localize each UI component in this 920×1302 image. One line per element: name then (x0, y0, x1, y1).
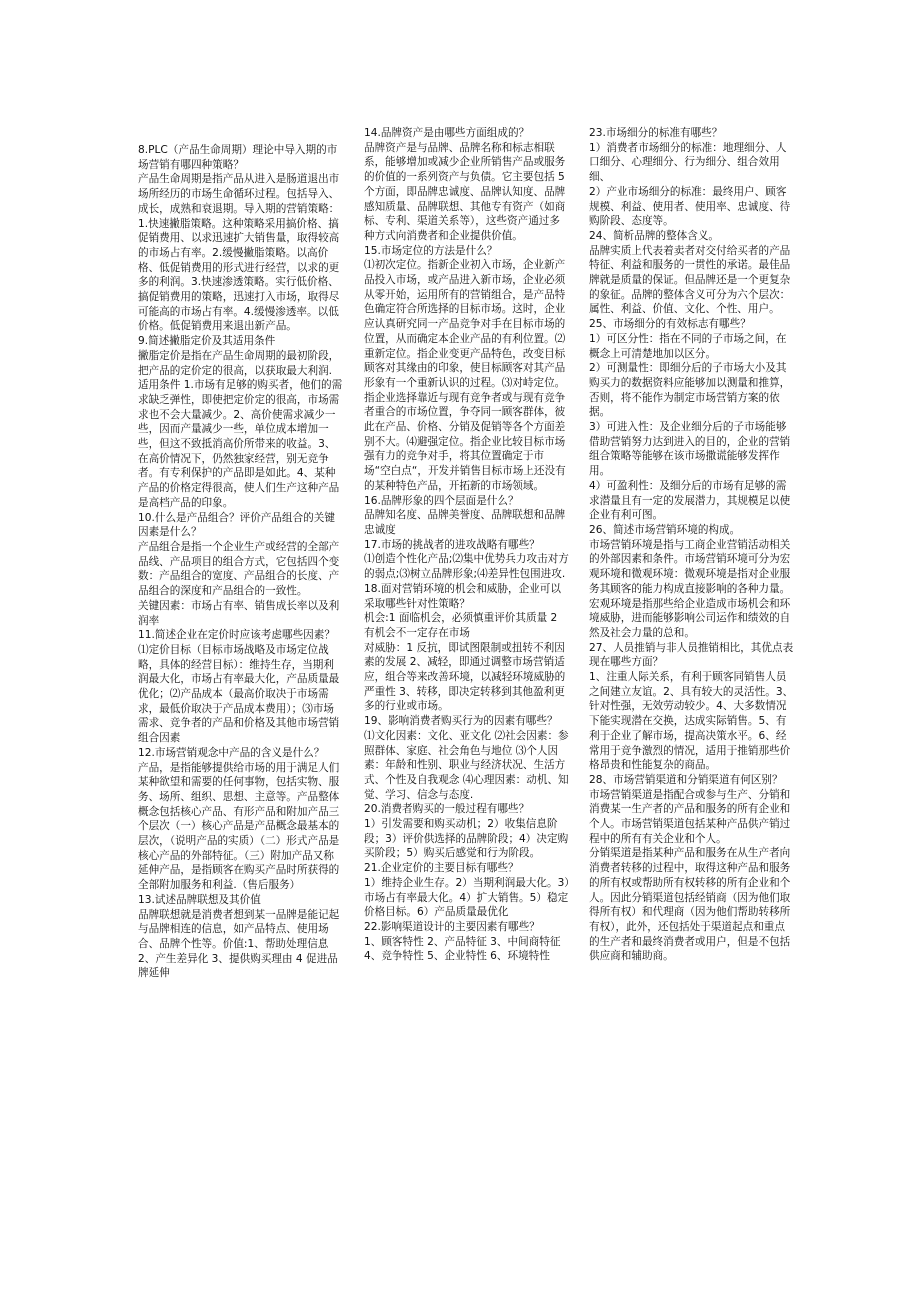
question-heading: 10.什么是产品组合？评价产品组合的关键因素是什么？ (138, 511, 335, 539)
question-heading: 9.简述撇脂定价及其适用条件 (138, 335, 276, 348)
question-heading: 25、市场细分的有效标志有哪些？ (589, 318, 751, 331)
answer-paragraph: 1）维持企业生存。2）当期利润最大化。3）市场占有率最大化。4）扩大销售。5）稳定价格目标。6）产品质量最优化 (364, 876, 570, 919)
question-heading: 18.面对营销环境的机会和威胁，企业可以采取哪些针对性策略？ (364, 582, 561, 610)
question-heading: 15.市场定位的方法是什么？ (364, 244, 498, 257)
question-heading: 8.PLC（产品生命周期）理论中导入期的市场营销有哪四种策略？ (138, 144, 338, 171)
text-column-3 (589, 126, 795, 964)
answer-paragraph: 市场营销环境是指与工商企业营销活动相关的外部因素和条件。市场营销环境可分为宏观环境和微观环境：微观环境是指对企业服务其顾客的能力构成直接影响的各种力量。宏观环境是指那些给企业造成市场机会和环境威胁，进而能够影响公司运作和绩效的自然及社会力量的总和。 (589, 538, 791, 639)
answer-paragraph: 2）产业市场细分的标准：最终用户、顾客规模、利益、使用者、使用率、忠诚度、待购阶段、态度等。 (589, 185, 791, 228)
question-heading: 23.市场细分的标准有哪些？ (589, 127, 723, 139)
answer-paragraph: 市场营销渠道是指配合或参与生产、分销和消费某一生产者的产品和服务的所有企业和个人。市场营销渠道包括某种产品供产销过程中的所有有关企业和个人。 (589, 788, 791, 845)
answer-paragraph: 对威胁：1 反抗，即试图限制或扭转不利因素的发展 2、减轻，即通过调整市场营销适应，组合等来改善环境，以减轻环境威胁的严重性 3、转移，即决定转移到其他盈利更多的行业或市场。 (364, 641, 566, 713)
text-column-2 (364, 126, 570, 964)
answer-paragraph: 产品，是指能够提供给市场的用于满足人们某种欲望和需要的任何事物，包括实物、服务、场所、组织、思想、主意等。产品整体概念包括核心产品、有形产品和附加产品三个层次（一）核心产品是产品概念最基本的层次，（说明产品的实质）（二）形式产品是核心产品的外部特征。（三）附加产品又称延伸产品，是指顾客在购买产品时所获得的全部附加服务和利益.（售后服务） (138, 761, 340, 892)
answer-paragraph: ⑴创造个性化产品;⑵集中优势兵力攻击对方的弱点;⑶树立品牌形象;⑷差异性包围进攻. (364, 553, 569, 581)
answer-paragraph: 产品生命周期是指产品从进入是肠道退出市场所经历的市场生命循环过程。包括导入、成长，成熟和衰退期。导入期的营销策略：1.快速撇脂策略。这种策略采用搞价格、搞促销费用、以求迅速扩大销售量，取得较高的市场占有率。2.缓慢撇脂策略。以高价格、低促销费用的形式进行经营，以求的更多的利润。3.快速渗透策略。实行低价格、搞促销费用的策略，迅速打入市场，取得尽可能高的市场占有率。4.缓慢渗透率。以低价格。低促销费用来退出新产品。 (138, 173, 340, 333)
answer-paragraph: 3）可进入性：及企业细分后的子市场能够借助营销努力达到进入的目的，企业的营销组合策略等能够在该市场撒谎能够发挥作用。 (589, 421, 791, 478)
answer-paragraph: 机会:1 面临机会，必须慎重评价其质量 2 有机会不一定存在市场 (364, 612, 558, 639)
question-heading: 12.市场营销观念中产品的含义是什么？ (138, 746, 325, 759)
answer-paragraph: 1、注重人际关系，有利于顾客同销售人员之间建立友谊。2、具有较大的灵活性。3、针对性强，无效劳动较少。4、大多数情况下能实现潜在交换，达成实际销售。5、有利于企业了解市场，提高决策水平。6、经常用于竞争激烈的情况，适用于推销那些价格昂贵和性能复杂的商品。 (589, 671, 794, 772)
answer-paragraph: 1、顾客特性 2、产品特征 3、中间商特征 4、竞争特性 5、企业特性 6、环境特性 (364, 935, 561, 963)
answer-paragraph: 关键因素：市场占有率、销售成长率以及利润率 (138, 599, 340, 627)
answer-paragraph: ⑴定价目标（目标市场战略及市场定位战略，具体的经营目标）：维持生存，当期利润最大化，市场占有率最大化，产品质量最优化；⑵产品成本（最高价取决于市场需求，最低价取决于产品成本费用）；⑶市场需求、竞争者的产品和价格及其他市场营销组合因素 (138, 643, 340, 745)
question-heading: 22.影响渠道设计的主要因素有哪些？ (364, 920, 540, 933)
answer-paragraph: ⑴初次定位。指新企业初入市场，企业新产品投入市场，或产品进入新市场，企业必须从零开始，运用所有的营销组合，是产品特色确定符合所选择的目标市场。这时，企业应认真研究同一产品竞争对手在目标市场的位置，从而确定本企业产品的有利位置。⑵重新定位。指企业变更产品特色，改变目标顾客对其缘由的印象，使目标顾客对其产品形象有一个重新认识的过程。⑶对峙定位。指企业选择靠近与现有竞争者或与现有竞争者重合的市场位置，争夺同一顾客群体，彼此在产品、价格、分销及促销等各个方面差别不大。⑷避强定位。指企业比较目标市场强有力的竞争对手，将其位置确定于市场“空白点“，开发并销售目标市场上还没有的某种特色产品，开拓新的市场领域。 (364, 259, 566, 492)
question-heading: 11.简述企业在定价时应该考虑哪些因素？ (138, 629, 335, 642)
answer-paragraph: 撇脂定价是指在产品生命周期的最初阶段，把产品的定价定的很高，以获取最大利润. (138, 349, 340, 377)
answer-paragraph: 1）引发需要和购买动机；2）收集信息阶段；3）评价供选择的品牌阶段；4）决定购买阶段；5）购买后感觉和行为阶段。 (364, 818, 569, 860)
answer-paragraph: 2）可测量性：即细分后的子市场大小及其购买力的数据资料应能够加以测量和推算，否则，将不能作为制定市场营销方案的依据。 (589, 362, 791, 419)
answer-paragraph: 适用条件 1.市场有足够的购买者，他们的需求缺乏弹性，即使把定价定的很高，市场需求也不会大量减少。2、高价使需求减少一些，因而产量减少一些，单位成本增加一些，但这不致抵消高价所带来的收益。3、在高价情况下，仍然独家经营，别无竞争者。有专利保护的产品即是如此。4、某种产品的价格定得很高，使人们生产这种产品是高档产品的印象。 (138, 379, 343, 509)
text-column-1 (138, 143, 344, 981)
question-heading: 28、市场营销渠道和分销渠道有何区别？ (589, 773, 783, 786)
answer-paragraph: ⑴文化因素：文化、亚文化 ⑵社会因素：参照群体、家庭、社会角色与地位 ⑶个人因素：年龄和性别、职业与经济状况、生活方式、个性及自我观念 ⑷心理因素：动机、知觉、学习、信念与态度. (364, 729, 569, 801)
question-heading: 24、简析品牌的整体含义。 (589, 229, 720, 242)
question-heading: 21.企业定价的主要目标有哪些？ (364, 862, 519, 875)
answer-paragraph: 品牌知名度、品牌美誉度、品牌联想和品牌忠诚度 (364, 509, 566, 536)
answer-paragraph: 品牌资产是与品牌、品牌名称和标志相联系，能够增加或减少企业所销售产品或服务的价值的一系列资产与负债。它主要包括 5 个方面，即品牌忠诚度、品牌认知度、品牌感知质量、品牌联想、其他专有资产（如商标、专利、渠道关系等），这些资产通过多种方式向消费者和企业提供价值。 (364, 141, 566, 242)
answer-paragraph: 产品组合是指一个企业生产或经营的全部产品线、产品项目的组合方式，它包括四个变数：产品组合的宽度、产品组合的长度、产品组合的深度和产品组合的一致性。 (138, 540, 340, 598)
question-heading: 17.市场的挑战者的进攻战略有哪些？ (364, 538, 540, 551)
question-heading: 20.消费者购买的一般过程有哪些？ (364, 803, 530, 816)
answer-paragraph: 4）可盈利性：及细分后的市场有足够的需求潜量且有一定的发展潜力，其规模足以使企业有利可图。 (589, 479, 791, 522)
answer-paragraph: 品牌实质上代表着卖者对交付给买者的产品特征、利益和服务的一贯性的承诺。最佳品牌就是质量的保证。但品牌还是一个更复杂的象征。品牌的整体含义可分为六个层次：属性、利益、价值、文化、个性、用户。 (589, 244, 791, 316)
answer-paragraph: 1）消费者市场细分的标准：地理细分、人口细分、心理细分、行为细分、组合效用细、 (589, 141, 787, 184)
question-heading: 19、影响消费者购买行为的因素有哪些？ (364, 715, 558, 728)
answer-paragraph: 1）可区分性：指在不同的子市场之间，在概念上可清楚地加以区分。 (589, 332, 787, 360)
question-heading: 13.试述品牌联想及其价值 (138, 893, 261, 906)
question-heading: 26、简述市场营销环境的构成。 (589, 523, 741, 536)
answer-paragraph: 品牌联想就是消费者想到某一品牌是能记起与品牌相连的信息，如产品特点、使用场合、品牌个性等。价值:1、帮助处理信息 2、产生差异化 3、提供购买理由 4 促进品牌延伸 (138, 908, 340, 980)
question-heading: 27、人员推销与非人员推销相比，其优点表现在哪些方面？ (589, 641, 794, 669)
question-heading: 14.品牌资产是由哪些方面组成的？ (364, 127, 530, 139)
question-heading: 16.品牌形象的四个层面是什么？ (364, 494, 519, 507)
answer-paragraph: 分销渠道是指某种产品和服务在从生产者向消费者转移的过程中，取得这种产品和服务的所有权或帮助所有权转移的所有企业和个人。因此分销渠道包括经销商（因为他们取得所有权）和代理商（因为他们帮助转移所有权），此外，还包括处于渠道起点和重点的生产者和最终消费者或用户，但是不包括供应商和辅助商。 (589, 847, 791, 963)
